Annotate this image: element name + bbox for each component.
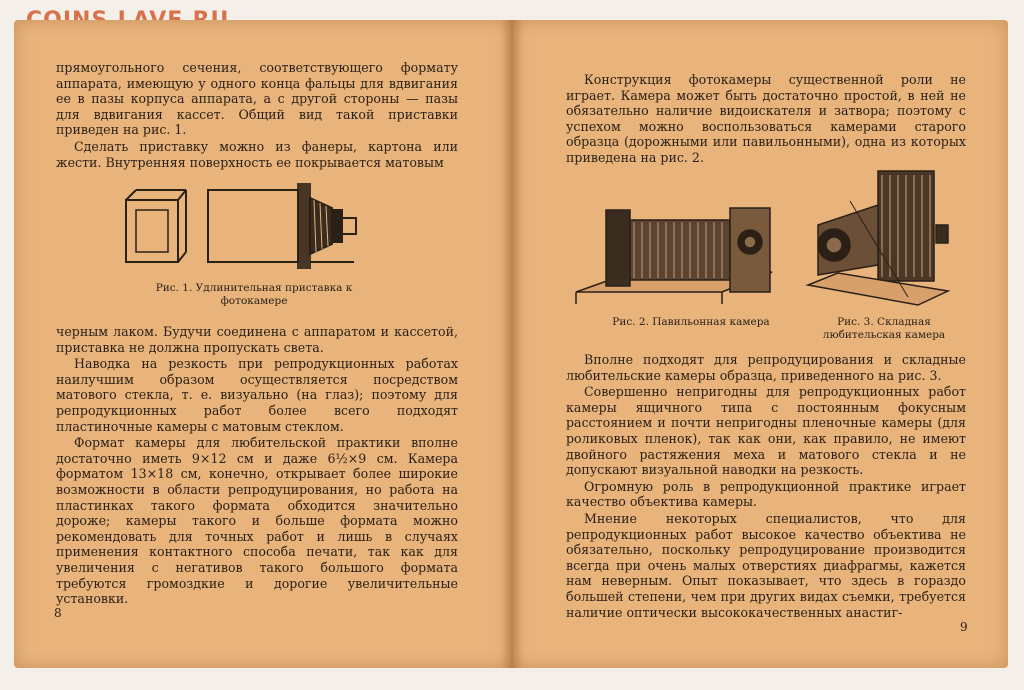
- right-page: [512, 20, 1008, 668]
- page-number-left: 8: [54, 606, 62, 620]
- paragraph-construction: Конструкция фотокамеры существенной роли не играет. Камера может быть достаточно простой, в ней не обязательно наличие видоискателя и затвора; поэтому с успехом можно воспользоваться камерами старого образца (дорожными или павильонными), одна из которых приведена на рис. 2.: [566, 72, 966, 165]
- extension-box-drawing: [126, 190, 186, 262]
- paragraph-specialists-opinion: Мнение некоторых специалистов, что для репродукционных работ высокое качество объектива не обязательно, поскольку репродуцирование производится всегда при очень малых отверстиях диафрагмы, кажется нам неверным. Опыт показывает, что здесь в гораздо большей степени, чем при других видах съемки, требуется наличие оптически высококачественных анастиг-: [566, 510, 966, 620]
- camera-bellows-drawing: [208, 184, 356, 268]
- paragraph-folding-cameras: Вполне подходят для репродуцирования и складные любительские камеры образца, приведенного на рис. 3.: [566, 352, 966, 383]
- paragraph-lens-role: Огромную роль в репродукционной практике играет качество объектива камеры.: [566, 478, 966, 510]
- figure-2-caption: Рис. 2. Павильонная камера: [612, 316, 770, 328]
- figure-3-folding-camera: [798, 165, 958, 315]
- left-page: [14, 20, 512, 668]
- left-text-bottom: [56, 324, 458, 607]
- paragraph-unsuitable: Совершенно непригодны для репродукционных работ камеры ящичного типа с постоянным фокусным расстоянием и почти непригодны пленочные камеры (для роликовых пленок), так как они, как правило, не имеют двойного растяжения меха и матового стекла и не допускают визуальной наводки на резкость.: [566, 384, 966, 478]
- paragraph-focusing: Наводка на резкость при репродукционных работах наилучшим образом осуществляется посредством матового стекла, т. е. визуально (на глаз); поэтому для репродукционных работ более всего подходят пластиночные камеры с матовым стеклом.: [56, 356, 458, 434]
- paragraph-prism-section: прямоугольного сечения, соответствующего формату аппарата, имеющую у одного конца фальцы для вдвигания ее в пазы корпуса аппарата, а с другой стороны — пазы для вдвигания кассет. Общий вид такой приставки приведен на рис. 1.: [56, 60, 458, 138]
- left-text-top: [56, 60, 458, 170]
- page-number-right: 9: [960, 620, 968, 634]
- figure-1-extension: [114, 178, 384, 273]
- paragraph-camera-format: Формат камеры для любительской практики вполне достаточно иметь 9×12 см и даже 6½×9 см. Камера форматом 13×18 см, конечно, открывает более широкие возможности в области репродуцирования, но работа на пластинках такого формата обходится значительно дороже; камеры такого и больше формата можно рекомендовать для точных работ и лишь в случаях применения контактного способа печати, так как для увеличения с негативов такого большого формата требуются громоздкие и дорогие увеличительные установки.: [56, 435, 458, 607]
- right-text-top: [566, 72, 966, 166]
- figure-1-caption: Рис. 1. Удлинительная приставка к фотокамере: [155, 282, 353, 307]
- figure-2-studio-camera: [572, 200, 782, 310]
- paragraph-materials: Сделать приставку можно из фанеры, картона или жести. Внутренняя поверхность ее покрывается матовым: [56, 138, 458, 170]
- right-text-bottom: [566, 352, 966, 620]
- figure-3-caption: Рис. 3. Складная любительская камера: [822, 316, 946, 341]
- paragraph-black-lacquer: черным лаком. Будучи соединена с аппаратом и кассетой, приставка не должна пропускать света.: [56, 324, 458, 355]
